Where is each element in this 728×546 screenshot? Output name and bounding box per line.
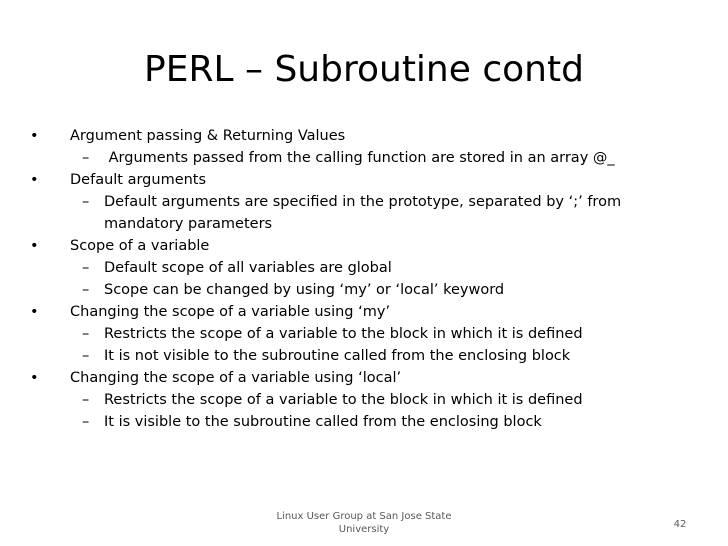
dash-icon: –: [82, 260, 90, 276]
dash-icon: –: [82, 194, 90, 210]
bullet-list: [30, 125, 700, 433]
sub-bullet-text: Restricts the scope of a variable to the block in which it is defined: [104, 392, 583, 408]
bullet-item: [30, 169, 700, 191]
sub-bullet-text: Default arguments are specified in the prototype, separated by ‘;’ from mandatory parameters: [104, 194, 622, 232]
bullet-icon: •: [30, 370, 39, 386]
sub-bullet-item: [30, 147, 700, 169]
sub-bullet-text: Default scope of all variables are global: [104, 260, 392, 276]
bullet-icon: •: [30, 172, 39, 188]
dash-icon: –: [82, 326, 90, 342]
bullet-item: [30, 235, 700, 257]
bullet-item: [30, 301, 700, 323]
sub-bullet-text: Scope can be changed by using ‘my’ or ‘local’ keyword: [104, 282, 505, 298]
sub-bullet-item: [30, 191, 700, 235]
bullet-text: Argument passing & Returning Values: [70, 128, 346, 144]
bullet-text: Scope of a variable: [70, 238, 210, 254]
sub-bullet-text: It is not visible to the subroutine called from the enclosing block: [104, 348, 571, 364]
bullet-item: [30, 367, 700, 389]
sub-bullet-item: [30, 279, 700, 301]
sub-bullet-item: [30, 323, 700, 345]
bullet-icon: •: [30, 304, 39, 320]
bullet-text: Changing the scope of a variable using ‘local’: [70, 370, 402, 386]
dash-icon: –: [82, 348, 90, 364]
sub-bullet-item: [30, 345, 700, 367]
sub-bullet-item: [30, 411, 700, 433]
sub-bullet-text: Restricts the scope of a variable to the block in which it is defined: [104, 326, 583, 342]
dash-icon: –: [82, 150, 90, 166]
dash-icon: –: [82, 282, 90, 298]
sub-bullet-text: It is visible to the subroutine called from the enclosing block: [104, 414, 542, 430]
bullet-item: [30, 125, 700, 147]
sub-bullet-item: [30, 257, 700, 279]
dash-icon: –: [82, 414, 90, 430]
bullet-icon: •: [30, 238, 39, 254]
bullet-text: Changing the scope of a variable using ‘my’: [70, 304, 391, 320]
slide-title: PERL – Subroutine contd: [144, 49, 584, 90]
sub-bullet-text: Arguments passed from the calling function are stored in an array @_: [104, 150, 615, 166]
bullet-text: Default arguments: [70, 172, 207, 188]
bullet-icon: •: [30, 128, 39, 144]
dash-icon: –: [82, 392, 90, 408]
sub-bullet-item: [30, 389, 700, 411]
page-number: 42: [673, 519, 687, 530]
slide-footer: Linux User Group at San Jose State University: [276, 511, 452, 535]
